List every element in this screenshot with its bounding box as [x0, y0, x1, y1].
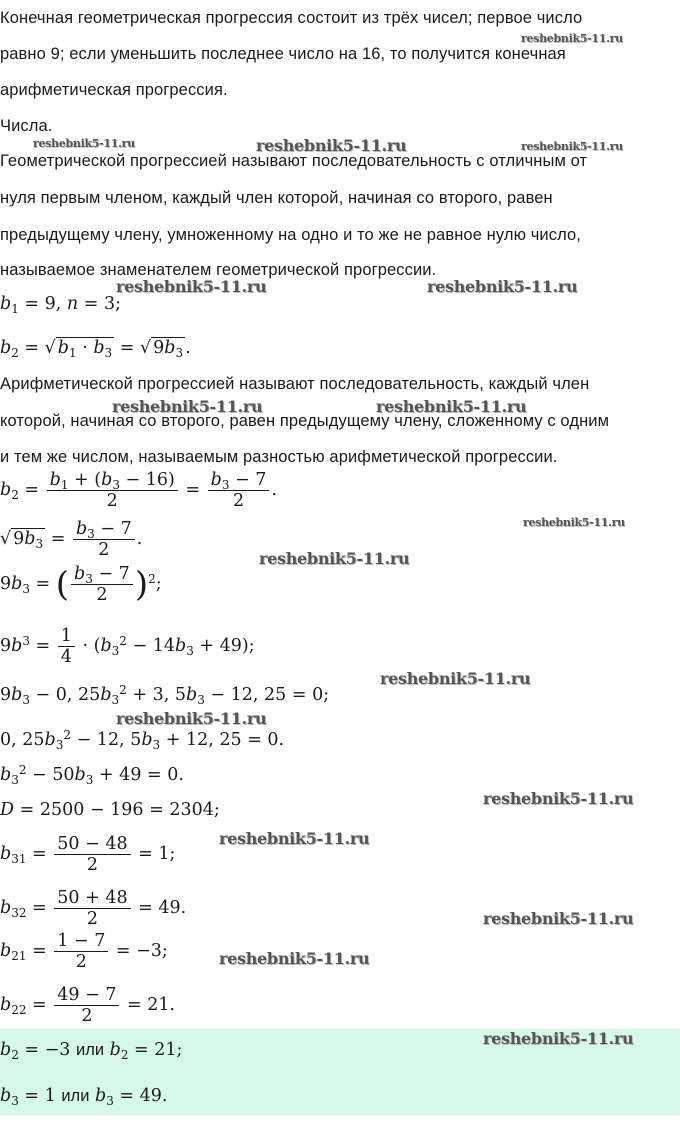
watermark: reshebnik5-11.ru	[523, 516, 625, 529]
arith-def-line-3: и тем же числом, называемым разностью арифметической прогрессии.	[0, 448, 558, 466]
watermark: reshebnik5-11.ru	[112, 397, 263, 416]
formula-b32: $b_{32}$ = $\frac{50 + 48}{2}$ = 49.	[0, 888, 187, 930]
watermark: reshebnik5-11.ru	[427, 277, 578, 296]
watermark: reshebnik5-11.ru	[521, 32, 623, 45]
watermark: reshebnik5-11.ru	[116, 277, 267, 296]
arith-def-line-2: которой, начиная со второго, равен предыдущему члену, сложенному с одним	[0, 412, 610, 430]
formula-b31: $b_{31}$ = $\frac{50 - 48}{2}$ = 1;	[0, 834, 176, 876]
watermark: reshebnik5-11.ru	[483, 909, 634, 928]
problem-line-3: арифметическая прогрессия.	[0, 81, 228, 99]
geo-def-line-1: Геометрической прогрессией называют последовательность с отличным от	[0, 152, 588, 170]
watermark: reshebnik5-11.ru	[259, 549, 410, 568]
formula-expand: $9b^3$ = $\frac{1}{4}$ · $(b_3^2 - 14b_3 + 49)$;	[0, 626, 255, 668]
watermark: reshebnik5-11.ru	[256, 136, 407, 155]
watermark: reshebnik5-11.ru	[219, 829, 370, 848]
answer-b3: $b_3 = 1$ или $b_3 = 49$.	[0, 1086, 168, 1108]
watermark: reshebnik5-11.ru	[33, 137, 135, 150]
watermark: reshebnik5-11.ru	[219, 949, 370, 968]
answer-or-2: или	[61, 1087, 90, 1105]
formula-decimal: $9b_3 - 0$, $25b_3^2 + 3$, $5b_3 - 12$, 25 = 0;	[0, 683, 330, 707]
arith-def-line-1: Арифметической прогрессией называют последовательность, каждый член	[0, 375, 590, 393]
formula-squared: $9b_3$ = ( $\frac{b_3 - 7}{2}$ )$^2$;	[0, 564, 162, 606]
watermark: reshebnik5-11.ru	[376, 397, 527, 416]
formula-b2-sqrt: $b_2$ = √ $b_1 \cdot b_3$ = √ $9b_3$ .	[0, 338, 191, 360]
formula-quadratic: $b_3^2 - 50b_3 + 49 = 0$.	[0, 763, 184, 787]
formula-discriminant: D = 2500 − 196 = 2304;	[0, 800, 220, 820]
geo-def-line-4: называемое знаменателем геометрической прогрессии.	[0, 261, 437, 279]
answer-or-1: или	[76, 1041, 105, 1059]
problem-line-2: равно 9; если уменьшить последнее число на 16, то получится конечная	[0, 45, 566, 63]
problem-line-4: Числа.	[0, 117, 53, 135]
watermark: reshebnik5-11.ru	[380, 669, 531, 688]
formula-b21: $b_{21}$ = $\frac{1 - 7}{2}$ = −3;	[0, 931, 168, 973]
watermark: reshebnik5-11.ru	[521, 140, 623, 153]
watermark: reshebnik5-11.ru	[116, 709, 267, 728]
geo-def-line-3: предыдущему члену, умноженному на одно и то же не равное нулю число,	[0, 226, 581, 244]
geo-def-line-2: нуля первым членом, каждый член которой, начиная со второго, равен	[0, 189, 553, 207]
formula-b2-arith: $b_2$ = $\frac{b_1 + (b_3 - 16)}{2}$ = $\frac{b_3 - 7}{2}$ .	[0, 470, 277, 512]
formula-sqrt-eq: √ $9b_3$ = $\frac{b_3 - 7}{2}$ .	[0, 519, 143, 561]
watermark: reshebnik5-11.ru	[483, 789, 634, 808]
watermark: reshebnik5-11.ru	[483, 1029, 634, 1048]
formula-b1: $b_1 = 9$, n = 3;	[0, 294, 122, 316]
answer-b2: $b_2 = -3$ или $b_2 = 21$;	[0, 1040, 183, 1062]
formula-b22: $b_{22}$ = $\frac{49 - 7}{2}$ = 21.	[0, 985, 176, 1027]
problem-line-1: Конечная геометрическая прогрессия состоит из трёх чисел; первое число	[0, 9, 583, 27]
formula-quadratic-decimal: 0, $25b_3^2 - 12$, $5b_3 + 12$, 25 = 0.	[0, 728, 285, 752]
